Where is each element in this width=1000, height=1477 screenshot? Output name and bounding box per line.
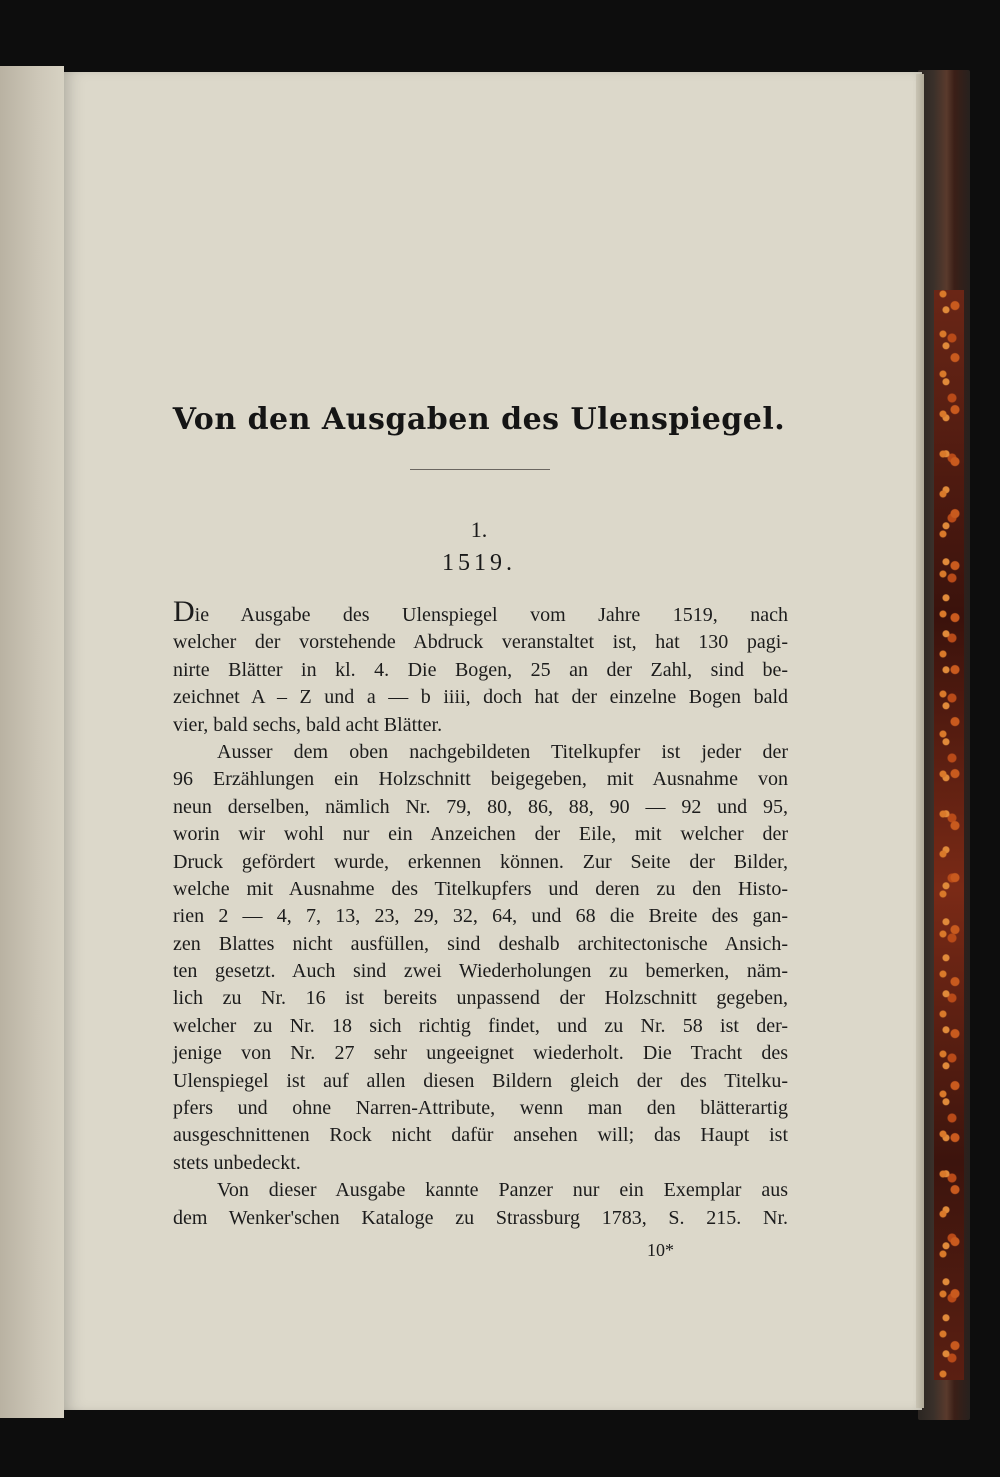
text-line: zen Blattes nicht ausfüllen, sind deshalb architectonische Ansich-: [173, 932, 788, 955]
text-line: nirte Blätter in kl. 4. Die Bogen, 25 an der Zahl, sind be-: [173, 658, 788, 681]
left-facing-page: [0, 66, 64, 1418]
page-stack-edge: [916, 74, 924, 1408]
text-line: welcher zu Nr. 18 sich richtig findet, und zu Nr. 58 ist der-: [173, 1014, 788, 1037]
section-number: 1.: [470, 517, 488, 542]
text-line: ausgeschnittenen Rock nicht dafür ansehen will; das Haupt ist: [173, 1124, 788, 1147]
text-line: Druck gefördert wurde, erkennen können. Zur Seite der Bilder,: [173, 850, 788, 873]
drop-cap: D: [173, 595, 195, 628]
signature-mark: 10*: [647, 1240, 674, 1260]
text-line: Ausser dem oben nachgebildeten Titelkupfer ist jeder der: [217, 740, 788, 763]
text-line: Von dieser Ausgabe kannte Panzer nur ein Exemplar aus: [217, 1179, 788, 1202]
text-line: lich zu Nr. 16 ist bereits unpassend der Holzschnitt gegeben,: [173, 987, 788, 1010]
text-line: Die Ausgabe des Ulenspiegel vom Jahre 1519, nach: [173, 595, 788, 628]
text-line: welche mit Ausnahme des Titelkupfers und deren zu den Histo-: [173, 877, 788, 900]
text-line: ten gesetzt. Auch sind zwei Wiederholungen zu bemerken, näm-: [173, 960, 788, 983]
text-line: zeichnet A – Z und a — b iiii, doch hat der einzelne Bogen bald: [173, 686, 788, 709]
text-line: 96 Erzählungen ein Holzschnitt beigegeben, mit Ausnahme von: [173, 768, 788, 791]
text-line: stets unbedeckt.: [173, 1151, 301, 1174]
text-line: dem Wenker'schen Kataloge zu Strassburg 1783, S. 215. Nr.: [173, 1206, 788, 1229]
text-line: welcher der vorstehende Abdruck veranstaltet ist, hat 130 pagi-: [173, 631, 788, 654]
heading-rule: [410, 469, 550, 470]
text-line: worin wir wohl nur ein Anzeichen der Eile, mit welcher der: [173, 823, 788, 846]
body-text: [173, 595, 788, 1232]
text-line: rien 2 — 4, 7, 13, 23, 29, 32, 64, und 68 die Breite des gan-: [173, 905, 788, 928]
chapter-heading: Von den Ausgaben des Ulenspiegel.: [172, 402, 786, 437]
marbled-page-edge: [934, 290, 964, 1380]
text-line: jenige von Nr. 27 sehr ungeeignet wiederholt. Die Tracht des: [173, 1042, 788, 1065]
section-year: 1519.: [442, 550, 516, 576]
text-line: Ulenspiegel ist auf allen diesen Bildern gleich der des Titelku-: [173, 1069, 788, 1092]
text-line: neun derselben, nämlich Nr. 79, 80, 86, 88, 90 — 92 und 95,: [173, 795, 788, 818]
text-line: vier, bald sechs, bald acht Blätter.: [173, 713, 443, 736]
text-line: pfers und ohne Narren-Attribute, wenn man den blätterartig: [173, 1097, 788, 1120]
